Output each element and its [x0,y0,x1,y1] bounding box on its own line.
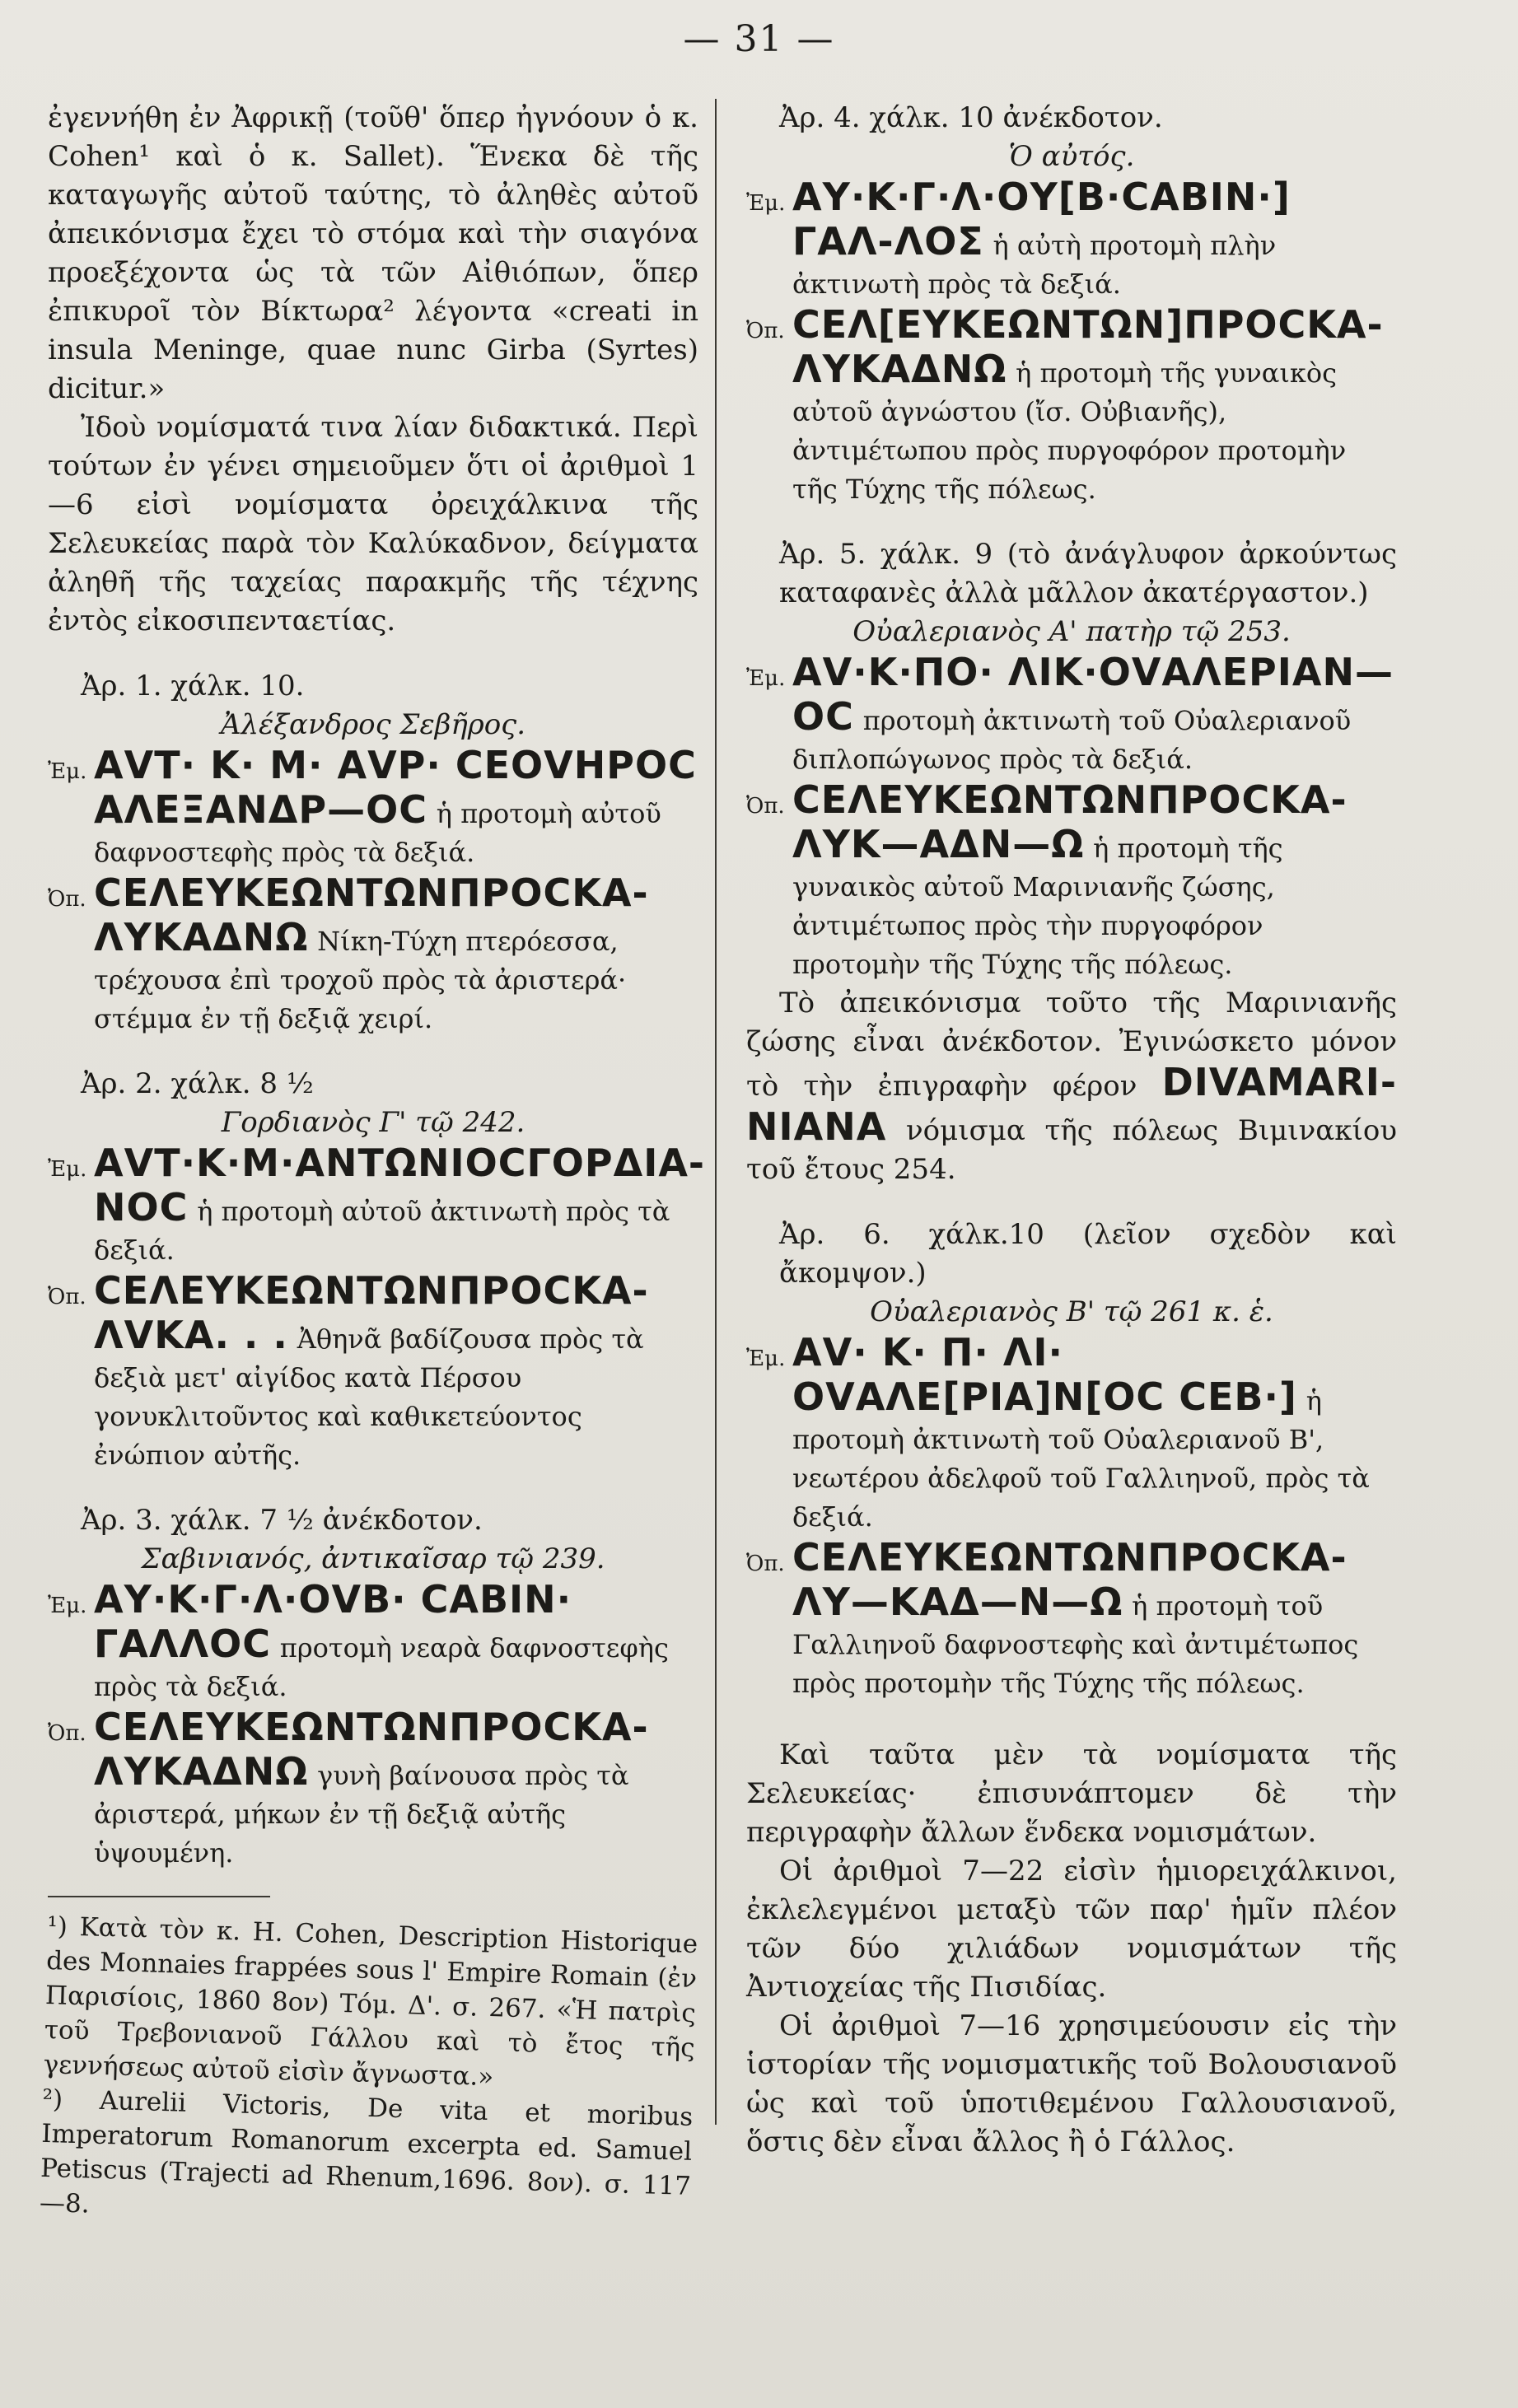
coin-entry-5 [746,535,1397,1189]
obverse [48,1141,706,1270]
reverse [48,872,698,1038]
obverse-description: προτομὴ νεαρὰ δαφνοστεφὴς πρὸς τὰ δεξιά. [94,1632,669,1702]
reverse [48,1706,698,1873]
left-column [39,99,706,2220]
reverse-description: ἡ προτομὴ τοῦ Γαλλιηνοῦ δαφνοστεφὴς καὶ ἀντιμέτωπος πρὸς προτομὴν τῆς Τύχης τῆς πόλεως. [792,1590,1359,1699]
obverse [48,744,698,872]
reverse-label: Ὀπ. [746,1552,785,1576]
obverse-label: Ἐμ. [746,1346,786,1371]
emperor-name: Ἀλέξανδρος Σεβῆρος. [220,708,526,741]
reverse-description: ἡ προτομὴ τῆς γυναικὸς αὐτοῦ ἀγνώστου (ἴσ. Οὐβιανῆς), ἀντιμέτωπου πρὸς πυργοφόρον προτομὴν τῆς Τύχης τῆς πόλεως. [792,357,1347,505]
coin-entry-6 [746,1216,1397,1703]
reverse-label: Ὀπ. [48,887,86,912]
obverse [746,176,1397,304]
closing-paragraph-3: Οἱ ἀριθμοὶ 7—16 χρησιμεύουσιν εἰς τὴν ἱστορίαν τῆς νομισματικῆς τοῦ Βολουσιανοῦ ὡς καὶ τοῦ ὑποτιθεμένου Γαλλουσιανοῦ, ὅστις δὲν εἶναι ἄλλος ἢ ὁ Γάλλος. [746,2009,1397,2158]
obverse [746,1332,1397,1537]
emperor-name: Γορδιανὸς Γ' τῷ 242. [221,1106,525,1139]
obverse-legend: ΑV·Κ·ΠΟ· ΛΙΚ·ΟVΑΛΕΡΙΑΝ—ΟC [792,650,1394,739]
obverse-label: Ἐμ. [48,1157,87,1182]
footnote-2: ²) Aurelii Victoris, De vita et moribus Imperatorum Romanorum excerpta ed. Samuel Petiscus (Trajecti ad Rhenum,1696. 8ον). σ. 117 —8. [39,2084,694,2219]
reverse-label: Ὀπ. [746,794,785,819]
reverse [746,779,1397,984]
obverse-description: ἡ προτομὴ αὐτοῦ ἀκτινωτὴ πρὸς τὰ δεξιά. [94,1196,670,1266]
page-number: — 31 — [683,18,835,60]
reverse [746,1537,1397,1703]
obverse-legend: ΑΥ·Κ·Γ·Λ·ΟVΒ· CΑΒΙΝ· ΓΑΛΛΟC [94,1577,572,1666]
emperor-name: Ὁ αὐτός. [1008,140,1135,173]
obverse-legend: ΑVΤ· Κ· Μ· ΑVΡ· CΕΟVΗΡΟC ΑΛΕΞΑΝΔΡ—ΟC [94,743,697,832]
reverse-label: Ὀπ. [48,1721,86,1746]
emperor-name: Οὐαλεριανὸς Β' τῷ 261 κ. ἑ. [870,1295,1273,1328]
right-column [746,99,1397,2162]
entry-number: Ἀρ. 2. χάλκ. 8 ½ [81,1067,314,1100]
reverse-legend: CΕΛΕΥΚΕΩΝΤΩΝΠΡΟCΚΑ-ΛΥΚΑΔΝΩ [94,1705,649,1794]
obverse-legend: ΑVΤ·Κ·Μ·ΑΝΤΩΝΙΟCΓΟΡΔΙΑ-ΝΟC [94,1141,706,1230]
obverse-description: ἡ προτομὴ ἀκτινωτὴ τοῦ Οὐαλεριανοῦ Β', νεωτέρου ἀδελφοῦ τοῦ Γαλλιηνοῦ, πρὸς τὰ δεξιά. [792,1385,1370,1533]
entry-number: Ἀρ. 6. χάλκ.10 (λεῖον σχεδὸν καὶ ἄκομψον.) [779,1218,1397,1290]
note-legend: DIVAMARI-NIANA [746,1060,1398,1149]
obverse [746,651,1397,779]
obverse-description: ἡ προτομὴ αὐτοῦ δαφνοστεφὴς πρὸς τὰ δεξιά. [94,798,661,868]
closing-paragraph-2: Οἱ ἀριθμοὶ 7—22 εἰσὶν ἡμιορειχάλκινοι, ἐκλελεγμένοι μεταξὺ τῶν παρ' ἡμῖν πλέον τῶν δύο χιλιάδων νομισμάτων τῆς Ἀντιοχείας τῆς Πισιδίας. [746,1855,1397,2004]
emperor-name: Σαβινιανός, ἀντικαῖσαρ τῷ 239. [141,1542,605,1575]
reverse-description: Ἀθηνᾶ βαδίζουσα πρὸς τὰ δεξιὰ μετ' αἰγίδος κατὰ Πέρσου γονυκλιτοῦντος καὶ καθικετεύοντος ἐνώπιον αὐτῆς. [94,1323,644,1471]
entry-number: Ἀρ. 4. χάλκ. 10 ἀνέκδοτον. [779,101,1163,134]
obverse [48,1579,698,1706]
intro-paragraph: ἐγεννήθη ἐν Ἀφρικῇ (τοῦθ' ὅπερ ἠγνόουν ὁ κ. Cohen¹ καὶ ὁ κ. Sallet). Ἕνεκα δὲ τῆς καταγωγῆς αὐτοῦ ταύτης, τὸ ἀληθὲς αὐτοῦ ἀπεικόνισμα ἔχει τὸ στόμα καὶ τὴν σιαγόνα προεξέχοντα ὡς τὰ τῶν Αἰθιόπων, ὅπερ ἐπικυροῖ τὸν Βίκτωρα² λέγοντα «creati in insula Meninge, quae nunc Girba (Syrtes) dicitur.» [48,101,698,405]
obverse-description: προτομὴ ἀκτινωτὴ τοῦ Οὐαλεριανοῦ διπλοπώγωνος πρὸς τὰ δεξιά. [792,705,1352,775]
column-divider [715,99,717,2125]
marginiana-note [746,984,1397,1189]
entry-number: Ἀρ. 3. χάλκ. 7 ½ ἀνέκδοτον. [81,1504,483,1537]
intro-paragraph-2: Ἰδοὺ νομίσματά τινα λίαν διδακτικά. Περὶ τούτων ἐν γένει σημειοῦμεν ὅτι οἱ ἀριθμοὶ 1—6 εἰσὶ νομίσματα ὀρειχάλκινα τῆς Σελευκείας παρὰ τὸν Καλύκαδνον, δείγματα ἀληθῆ τῆς ταχείας παρακμῆς τῆς τέχνης ἐντὸς εἰκοσιπενταετίας. [48,411,698,637]
reverse-legend: CΕΛ[ΕΥΚΕΩΝΤΩΝ]ΠΡΟCΚΑ-ΛΥΚΑΔΝΩ [792,302,1384,391]
emperor-name: Οὐαλεριανὸς Α' πατὴρ τῷ 253. [852,615,1291,648]
note-text-end: νόμισμα τῆς πόλεως Βιμινακίου τοῦ ἔτους 254. [746,1114,1397,1186]
closing-paragraph-1: Καὶ ταῦτα μὲν τὰ νομίσματα τῆς Σελευκείας· ἐπισυνάπτομεν δὲ τὴν περιγραφὴν ἄλλων ἕνδεκα νομισμάτων. [746,1738,1397,1849]
obverse-label: Ἐμ. [746,191,786,216]
obverse-legend: ΑΥ·Κ·Γ·Λ·ΟΥ[Β·CΑΒΙΝ·] ΓΑΛ-ΛΟΣ [792,175,1291,264]
footnote-1: ¹) Κατὰ τὸν κ. H. Cohen, Description Historique des Monnaies frappées sous l' Empire Romain (ἐν Παρισίοις, 1860 8ον) Τόμ. Δ'. σ. 267. «Ἡ πατρὶς τοῦ Τρεβονιανοῦ Γάλλου καὶ τὸ ἔτος τῆς γεννήσεως αὐτοῦ εἰσὶν ἄγνωστα.» [43,1911,698,2093]
coin-entry-2 [48,1065,706,1475]
reverse [746,304,1397,509]
reverse-legend: CΕΛΕΥΚΕΩΝΤΩΝΠΡΟCΚΑ-ΛΥΚ—ΑΔΝ—Ω [792,777,1348,866]
obverse-label: Ἐμ. [746,666,786,691]
reverse-legend: CΕΛΕΥΚΕΩΝΤΩΝΠΡΟCΚΑ-ΛVΚΑ. . . [94,1268,649,1357]
coin-entry-3 [48,1501,698,1873]
coin-entry-1 [48,667,698,1038]
reverse-legend: CΕΛΕΥΚΕΩΝΤΩΝΠΡΟCΚΑ-ΛΥΚΑΔΝΩ [94,870,649,959]
reverse-description: ἡ προτομὴ τῆς γυναικὸς αὐτοῦ Μαρινιανῆς ζώσης, ἀντιμέτωπος πρὸς τὴν πυργοφόρον προτομὴν τῆς Τύχης τῆς πόλεως. [792,833,1283,980]
obverse-label: Ἐμ. [48,1594,87,1618]
entry-number: Ἀρ. 1. χάλκ. 10. [81,670,305,702]
obverse-description: ἡ αὐτὴ προτομὴ πλὴν ἀκτινωτὴ πρὸς τὰ δεξιά. [792,230,1277,300]
reverse [48,1270,698,1475]
entry-number: Ἀρ. 5. χάλκ. 9 (τὸ ἀνάγλυφον ἀρκούντως καταφανὲς ἀλλὰ μᾶλλον ἀκατέργαστον.) [779,538,1397,609]
reverse-label: Ὀπ. [48,1285,86,1309]
reverse-description: γυνὴ βαίνουσα πρὸς τὰ ἀριστερά, μήκων ἐν τῇ δεξιᾷ αὐτῆς ὑψουμένη. [94,1760,629,1869]
reverse-description: Νίκη-Τύχη πτερόεσσα, τρέχουσα ἐπὶ τροχοῦ πρὸς τὰ ἀριστερά· στέμμα ἐν τῇ δεξιᾷ χειρί. [94,926,627,1034]
note-text: Τὸ ἀπεικόνισμα τοῦτο τῆς Μαρινιανῆς ζώσης εἶναι ἀνέκδοτον. Ἐγινώσκετο μόνον τὸ τὴν ἐπιγραφὴν φέρον [746,987,1397,1103]
coin-entry-4 [746,99,1397,509]
reverse-legend: CΕΛΕΥΚΕΩΝΤΩΝΠΡΟCΚΑ-ΛΥ—ΚΑΔ—Ν—Ω [792,1535,1348,1624]
footnotes [39,1909,698,2238]
obverse-legend: ΑV· Κ· Π· ΛΙ· ΟVΑΛΕ[ΡΙΑ]Ν[ΟC CΕΒ·] [792,1330,1297,1419]
footnote-rule [48,1896,270,1897]
obverse-label: Ἐμ. [48,759,87,784]
reverse-label: Ὀπ. [746,319,785,343]
